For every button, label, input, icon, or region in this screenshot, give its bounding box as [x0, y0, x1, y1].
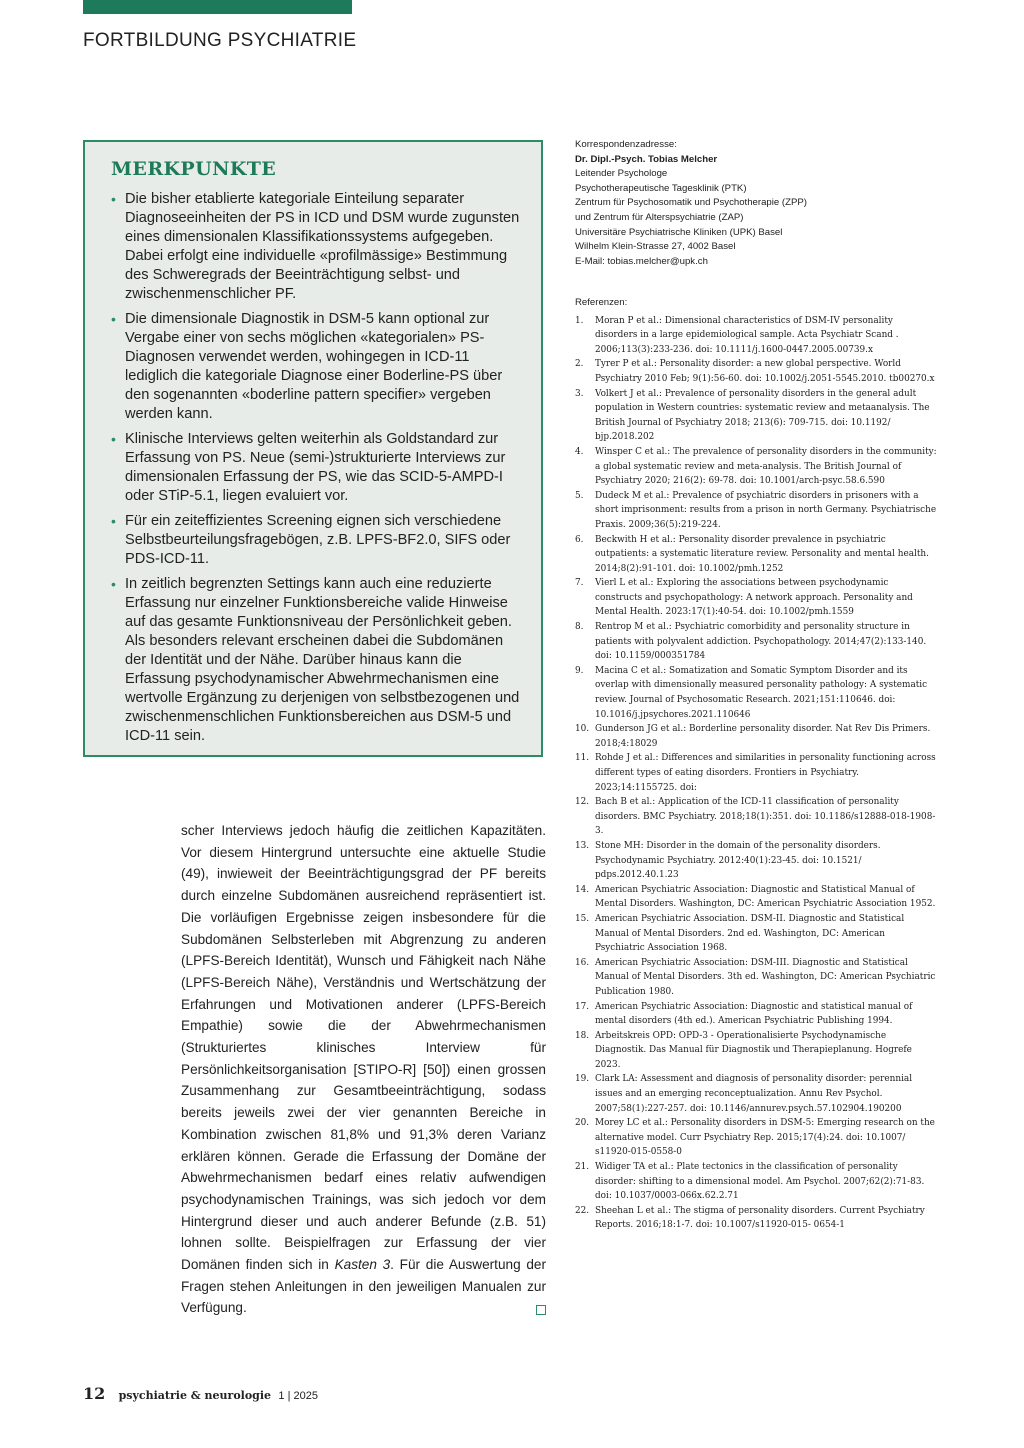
contact-line: Zentrum für Psychosomatik und Psychotherapie (ZPP) [575, 197, 807, 209]
reference-text: American Psychiatric Association: Diagnostic and Statistical Manual of Mental Disorders. Washington, DC: American Psychiatric Association 1952. [595, 884, 936, 910]
reference-text: Rentrop M et al.: Psychiatric comorbidity and personality structure in patients with polyvalent addiction. Psychopathology. 2014;47(2):133-140. doi: 10.1159/000351784 [595, 622, 927, 662]
journal-name: psychiatrie & neurologie [118, 1389, 272, 1402]
merkpunkt-item: • Die bisher etablierte kategoriale Einteilung separater Diagnoseeinheiten der PS in ICD und DSM wurde zugunsten eines dimensionalen Klassifikationssystems aufgegeben. Dabei erfolgt eine individuelle «profilmässige» Bestimmung des Schweregrads der Beeinträchtigung selbst- und zwischenmenschlicher PF. [111, 190, 523, 304]
contact-block [575, 138, 935, 269]
contact-line: Psychotherapeutische Tagesklinik (PTK) [575, 182, 747, 194]
reference-item [575, 1160, 937, 1204]
reference-text: Beckwith H et al.: Personality disorder prevalence in psychiatric outpatients: a systematic literature review. Personality and mental health. 2014;8(2):91-101. doi: 10.1002/pmh.1252 [595, 534, 929, 574]
reference-number: 22. [575, 1205, 590, 1216]
reference-number: 15. [575, 913, 590, 924]
merkpunkt-item: • Die dimensionale Diagnostik in DSM-5 kann optional zur Vergabe einer von sechs möglichen «kategorialen» PS-Diagnosen verwendet werden, wohingegen in ICD-11 lediglich die kategoriale Diagnose einer Boderline-PS über den sogenannten «boderline pattern specifier» vergeben werden kann. [111, 310, 523, 424]
reference-text: Rohde J et al.: Differences and similarities in personality functioning across different types of eating disorders. Frontiers in Psychiatry. 2023;14:1155725. doi: [595, 753, 936, 793]
reference-item [575, 357, 937, 386]
contact-line: und Zentrum für Alterspsychiatrie (ZAP) [575, 211, 744, 223]
reference-item [575, 883, 937, 912]
reference-number: 3. [575, 388, 584, 399]
reference-text: Winsper C et al.: The prevalence of personality disorders in the community: a global systematic review and meta-analysis. The British Journal of Psychiatry 2020; 216(2): 69-78. doi: 10.1001/arch-psyc.58.6.590 [595, 446, 937, 487]
references-heading: Referenzen: [575, 297, 628, 308]
references-block [575, 296, 937, 1233]
contact-line: Leitender Psychologe [575, 168, 668, 180]
reference-text: Morey LC et al.: Personality disorders in DSM-5: Emerging research on the alternative model. Curr Psychiatry Rep. 2015;17(4):24. doi: 10.1007/ s11920-015-0558-0 [595, 1118, 935, 1158]
body-text-box-reference: Kasten 3 [334, 1257, 391, 1273]
reference-item [575, 533, 937, 577]
page-footer [83, 1384, 318, 1403]
reference-item [575, 664, 937, 722]
reference-item [575, 722, 937, 751]
reference-item [575, 576, 937, 620]
reference-text: Tyrer P et al.: Personality disorder: a new global perspective. World Psychiatry 2010 Feb; 9(1):56-60. doi: 10.1002/j.2051-5545.2010. tb00270.x [595, 359, 935, 384]
reference-number: 19. [575, 1074, 590, 1085]
reference-text: American Psychiatric Association: Diagnostic and statistical manual of mental disorders (4th ed.). American Psychiatric Publishing 1994. [595, 1001, 913, 1027]
reference-item [575, 1204, 937, 1233]
body-paragraph [181, 820, 546, 1319]
body-text-before: scher Interviews jedoch häufig die zeitlichen Kapazitäten. Vor diesem Hintergrund untersuchte eine aktuelle Studie (49), inwieweit der Beeinträchtigungsgrad der PF bereits durch einzelne Subdomänen ausreichend repräsentiert ist. Die vorläufigen Ergebnisse zeigen insbesondere für die Subdomänen Selbsterleben mit Abgrenzung zu anderen (LPFS-Bereich Identität), Wunsch und Fähigkeit nach Nähe (LPFS-Bereich Nähe), Verständnis und Wertschätzung der Erfahrungen und Motivationen anderer (LPFS-Bereich Empathie) sowie die der Abwehrmechanismen (Strukturiertes klinisches Interview für Persönlichkeitsorganisation [STIPO-R] [50]) einen grossen Zusammenhang zur Gesamtbeeinträchtigung, sodass bereits jeweils zwei der vier genannten Bereiche in Kombination zwischen 81,8% und 91,3% deren Varianz erklären können. Gerade die Erfassung der Domäne der Abwehrmechanismen bedarf eines relativ aufwendigen psychodynamischen Trainings, was sich jedoch vor dem Hintergrund dieser und auch anderer Befunde (z.B. 51) lohnen sollte. Beispielfragen zur Erfassung der vier Domänen finden sich in [181, 823, 546, 1273]
reference-text: Widiger TA et al.: Plate tectonics in the classification of personality disorder: shifting to a dimensional model. Am Psychol. 2007;62(2):71-83. doi: 10.1037/0003-066x.62.2.71 [595, 1162, 925, 1202]
contact-line: Wilhelm Klein-Strasse 27, 4002 Basel [575, 241, 736, 253]
reference-number: 20. [575, 1118, 590, 1129]
references-list [575, 314, 937, 1233]
journal-issue: 1 | 2025 [278, 1390, 318, 1402]
reference-item [575, 751, 937, 795]
reference-text: American Psychiatric Association. DSM-II. Diagnostic and Statistical Manual of Mental Disorders. 2nd ed. Washington, DC: American Psychiatric Association 1968. [595, 913, 905, 954]
reference-text: American Psychiatric Association: DSM-III. Diagnostic and Statistical Manual of Mental Disorders. 3th ed. Washington, DC: American Psychiatric Publication 1980. [595, 957, 936, 997]
reference-number: 18. [575, 1030, 590, 1041]
contact-email: E-Mail: tobias.melcher@upk.ch [575, 255, 708, 267]
reference-item [575, 839, 937, 883]
reference-item [575, 1072, 937, 1116]
reference-number: 16. [575, 957, 590, 968]
merkpunkt-item: • Klinische Interviews gelten weiterhin als Goldstandard zur Erfassung von PS. Neue (semi-)strukturierte Interviews zur dimensionalen Erfassung der PS, wie das SCID-5-AMPD-I oder STiP-5.1, liegen evaluiert vor. [111, 430, 523, 506]
merkpunkt-item: • Für ein zeiteffizientes Screening eignen sich verschiedene Selbstbeurteilungsfragebögen, z.B. LPFS-BF2.0, SIFS oder PDS-ICD-11. [111, 512, 523, 569]
reference-number: 7. [575, 578, 584, 589]
end-of-article-icon [536, 1305, 546, 1315]
reference-text: Stone MH: Disorder in the domain of the personality disorders. Psychodynamic Psychiatry. 2012:40(1):23-45. doi: 10.1521/ pdps.2012.40.1.23 [595, 840, 881, 881]
contact-heading: Korrespondenzadresse: [575, 139, 677, 150]
reference-text: Moran P et al.: Dimensional characteristics of DSM-IV personality disorders in a large epidemiological sample. Acta Psychiatr Scand . 2006;113(3):233-236. doi: 10.1111/j.1600-0447.2005.00739.x [595, 315, 899, 355]
reference-text: Arbeitskreis OPD: OPD-3 - Operationalisierte Psychodynamische Diagnostik. Das Manual für Diagnostik und Therapieplanung. Hogrefe 2023. [595, 1030, 912, 1070]
reference-number: 1. [575, 315, 584, 326]
contact-name: Dr. Dipl.-Psych. Tobias Melcher [575, 153, 718, 165]
reference-item [575, 1116, 937, 1160]
section-color-bar [83, 0, 352, 14]
reference-text: Macina C et al.: Somatization and Somatic Symptom Disorder and its overlap with dimensionally measured personality pathology: A systematic review. Journal of Psychosomatic Research. 2021;151:110646. doi: 10.1016/j.jpsychores.2021.110646 [595, 665, 928, 720]
reference-number: 14. [575, 884, 590, 895]
merkpunkt-item: • In zeitlich begrenzten Settings kann auch eine reduzierte Erfassung nur einzelner Funktionsbereiche valide Hinweise auf das gesamte Funktionsniveau der Persönlichkeit geben. Als besonders relevant erscheinen dabei die Subdomänen der Identität und der Nähe. Darüber hinaus kann die Erfassung psychodynamischer Abwehrmechanismen eine wertvolle Ergänzung zu derjenigen von selbstbezogenen und zwischenmenschlichen Funktionsbereichen aus DSM-5 und ICD-11 sein. [111, 575, 523, 746]
reference-text: Volkert J et al.: Prevalence of personality disorders in the general adult population in Western countries: systematic review and metaanalysis. The British Journal of Psychiatry 2018; 213(6): 709-715. doi: 10.1192/ bjp.2018.202 [595, 388, 930, 443]
page-number: 12 [83, 1384, 106, 1403]
reference-item [575, 1000, 937, 1029]
reference-number: 17. [575, 1001, 590, 1012]
reference-number: 6. [575, 534, 584, 545]
reference-text: Clark LA: Assessment and diagnosis of personality disorder: perennial issues and an emerging reconceptualization. Annu Rev Psychol. 2007;58(1):227-257. doi: 10.1146/annurev.psych.57.102904.190200 [595, 1074, 913, 1114]
reference-number: 5. [575, 490, 584, 501]
reference-text: Sheehan L et al.: The stigma of personality disorders. Current Psychiatry Reports. 2016;18:1-7. doi: 10.1007/s11920-015- 0654-1 [595, 1205, 925, 1231]
reference-text: Bach B et al.: Application of the ICD-11 classification of personality disorders. BMC Psychiatry. 2018;18(1):351. doi: 10.1186/s12888-018-1908-3. [595, 797, 936, 837]
reference-item [575, 620, 937, 664]
body-text-after: . Für die Auswertung der Fragen stehen Anleitungen in den jeweiligen Manualen zur Verfügung. [181, 1257, 546, 1316]
merkpunkte-box [83, 140, 543, 757]
reference-item [575, 387, 937, 445]
reference-number: 2. [575, 359, 584, 370]
reference-item [575, 956, 937, 1000]
reference-item [575, 912, 937, 956]
reference-text: Gunderson JG et al.: Borderline personality disorder. Nat Rev Dis Primers. 2018;4:18029 [595, 724, 931, 749]
reference-number: 11. [575, 753, 590, 764]
reference-item [575, 1029, 937, 1073]
reference-number: 21. [575, 1162, 590, 1173]
contact-line: Universitäre Psychiatrische Kliniken (UPK) Basel [575, 226, 783, 238]
reference-item [575, 795, 937, 839]
reference-text: Dudeck M et al.: Prevalence of psychiatric disorders in prisoners with a short imprisonment: results from a prison in north Germany. Psychiatrische Praxis. 2009;36(5):219-224. [595, 490, 937, 530]
reference-item [575, 314, 937, 358]
reference-text: Vierl L et al.: Exploring the associations between psychodynamic constructs and psychopathology: A network approach. Personality and Mental Health. 2023:17(1):40-54. doi: 10.1002/pmh.1559 [595, 578, 913, 618]
section-header: FORTBILDUNG PSYCHIATRIE [83, 30, 357, 51]
reference-number: 10. [575, 724, 590, 735]
reference-number: 4. [575, 446, 584, 457]
merkpunkte-title: MERKPUNKTE [111, 158, 277, 180]
reference-number: 9. [575, 665, 584, 676]
reference-item [575, 445, 937, 489]
merkpunkte-list [111, 190, 523, 746]
reference-item [575, 489, 937, 533]
reference-number: 8. [575, 622, 584, 633]
reference-number: 13. [575, 840, 590, 851]
reference-number: 12. [575, 797, 590, 808]
